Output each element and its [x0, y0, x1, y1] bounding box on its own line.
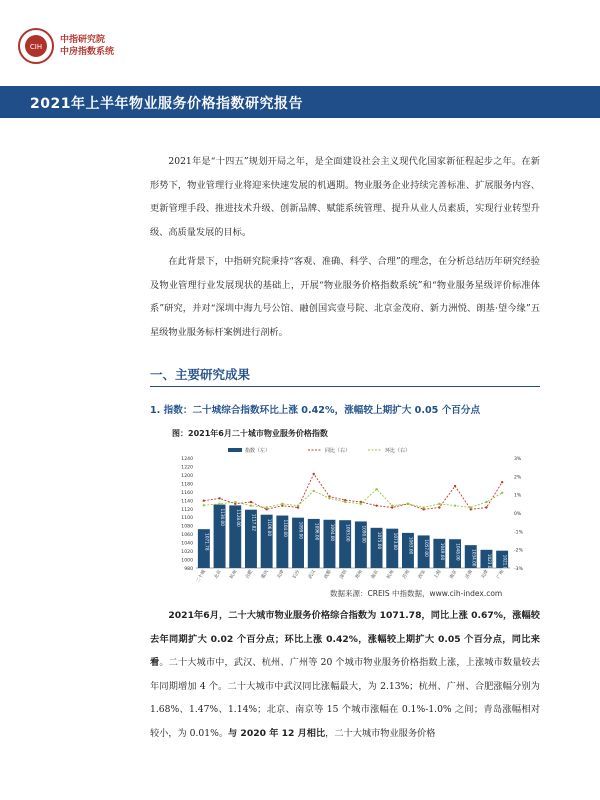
figure-title: 图：2021年6月二十城市物业服务价格指数	[172, 429, 328, 438]
mom-point	[391, 504, 393, 506]
y-left-tick-label: 1140	[181, 499, 193, 505]
mom-point	[344, 501, 346, 503]
bar-value-label: 1096.00	[314, 522, 320, 541]
body-text-1: 。二十大城市中，武汉、杭州、广州等 20 个城市物业服务价格指数上涨，上涨城市数量较去年同期增加 4 个。二十大城市中武汉同比涨幅最大，为 2.13%；杭州、广州、合肥涨幅分别为 1.68%、1.47%、1.14%；北京、南京等 15 个城市涨幅在 0.1%-1.0% 之间；青岛涨幅相对较小，为 0.01%。	[150, 657, 541, 739]
mom-point	[265, 506, 267, 508]
y-left-tick-label: 980	[184, 567, 193, 572]
bar-value-label: 1094.00	[329, 523, 335, 542]
report-title: 2021年上半年物业服务价格指数研究报告	[30, 96, 303, 112]
y-left-tick-label: 1020	[181, 550, 193, 556]
y-left-tick-label: 1080	[181, 524, 193, 530]
bar-value-label: 1106.00	[267, 518, 273, 537]
x-tick-label: 南京	[370, 569, 380, 580]
x-tick-label: 西安	[417, 569, 427, 580]
y-left-tick-label: 1000	[181, 558, 193, 564]
y-right-tick-label: -2%	[514, 548, 523, 554]
y-left-tick-label: 1240	[181, 457, 193, 462]
y-right-tick-label: 2%	[514, 475, 522, 481]
body-bold-1: 2021年6月，二十大城市物业服务价格综合指数为 1071.78，同比上涨 0.67%，涨幅较去年同期扩大 0.02 个百分点；环比上涨 0.42%，涨幅较上期扩大 0.05 个百分点，同比来看	[150, 610, 540, 668]
y-right-tick-label: 3%	[514, 457, 522, 462]
yoy-point	[454, 485, 456, 487]
x-tick-label: 二十城	[195, 569, 208, 584]
intro-paragraph-1: 2021年是“十四五”规划开局之年，是全面建设社会主义现代化国家新征程起步之年。在新形势下，物业管理行业将迎来快速发展的机遇期。物业服务企业持续完善标准、扩展服务内容、更新管理手段、推进技术升级、创新品牌、赋能系统管理、提升从业人员素质，实现行业转型升级、高质量发展的目标。	[150, 156, 540, 238]
body-bold-2: 与 2020 年 12 月相比	[228, 727, 326, 739]
yoy-point	[375, 504, 377, 506]
y-left-tick-label: 1120	[181, 507, 193, 513]
x-tick-label: 深圳	[339, 569, 349, 580]
x-tick-label: 杭州	[229, 569, 239, 580]
section-heading: 一、主要研究成果	[150, 367, 251, 382]
yoy-line	[204, 474, 502, 509]
y-left-tick-label: 1220	[181, 465, 193, 471]
bar-value-label: 1021.00	[502, 554, 508, 572]
yoy-point	[485, 506, 487, 508]
bar-value-label: 1117.82	[251, 513, 257, 532]
x-tick-label: 合肥	[245, 569, 255, 580]
bar-value-label: 1130.00	[220, 508, 226, 526]
org-name	[60, 34, 114, 58]
mom-point	[203, 504, 205, 506]
y-left-tick-label: 1100	[181, 516, 193, 522]
x-tick-label: 济南	[465, 569, 474, 580]
y-left-tick-label: 1180	[181, 482, 193, 488]
x-tick-label: 上海	[433, 569, 443, 580]
mom-point	[250, 504, 252, 506]
body-text-2: ，二十大城市物业服务价格	[325, 727, 436, 739]
y-left-tick-label: 1040	[181, 541, 193, 547]
institute-logo	[18, 28, 54, 64]
section-divider	[150, 386, 540, 387]
bar-value-label: 1048.00	[455, 543, 461, 561]
bar-value-label: 1071.78	[204, 533, 210, 551]
mom-point	[218, 503, 220, 505]
x-tick-label: 杭州	[386, 569, 396, 580]
yoy-point	[218, 497, 220, 499]
bar-value-label: 1099.00	[298, 521, 304, 539]
bar-value-label: 1075.00	[377, 531, 383, 550]
bar-value-label: 1049.00	[439, 542, 445, 561]
mom-point	[454, 504, 456, 506]
mom-point	[485, 501, 487, 503]
title-banner	[0, 86, 600, 118]
mom-line	[204, 489, 502, 507]
bar-value-label: 1063.00	[408, 536, 414, 555]
intro-paragraph-2: 在此背景下，中指研究院秉持“客观、准确、科学、合理”的理念，在分析总结历年研究经验及物业管理行业发展现状的基础上，开展“物业服务价格指数系统”和“物业服务星级评价标准体系”研究，并对“深圳中海九号公馆、融创国宾壹号院、北京金茂府、新力洲悦、朗基·望今缘”五星级物业服务标杆案例进行剖析。	[150, 256, 540, 338]
mom-point	[234, 501, 236, 503]
bar-value-label: 1057.00	[424, 539, 430, 557]
y-right-tick-label: 0%	[514, 512, 522, 517]
y-right-tick-label: -3%	[514, 567, 523, 572]
legend-label: 同比（右）	[325, 448, 351, 454]
y-right-tick-label: 1%	[514, 493, 522, 499]
yoy-point	[501, 481, 503, 483]
svg-text:CIH: CIH	[29, 43, 43, 51]
report-header	[0, 0, 600, 78]
mom-point	[313, 490, 315, 492]
mom-point	[375, 488, 377, 490]
org-name-line1: 中指研究院	[60, 35, 106, 45]
yoy-point	[250, 501, 252, 503]
mom-point	[438, 503, 440, 505]
legend-swatch	[228, 448, 242, 452]
mom-point	[281, 503, 283, 505]
price-index-chart	[168, 444, 540, 592]
mom-point	[422, 506, 424, 508]
subsection-heading: 1. 指数：二十城综合指数环比上涨 0.42%，涨幅较上期扩大 0.05 个百分点	[150, 405, 481, 416]
mom-point	[501, 492, 503, 494]
legend-label: 环比（右）	[385, 448, 411, 454]
y-left-tick-label: 1200	[181, 473, 193, 479]
x-tick-label: 广州	[496, 569, 506, 580]
x-tick-label: 天津	[480, 569, 490, 580]
mom-point	[470, 506, 472, 508]
mom-point	[297, 504, 299, 506]
y-right-tick-label: -1%	[514, 530, 523, 536]
x-tick-label: 重庆	[260, 569, 270, 580]
bar-value-label: 1128.00	[235, 509, 241, 527]
y-left-tick-label: 1060	[181, 533, 193, 539]
body-paragraph	[150, 604, 540, 745]
yoy-point	[438, 506, 440, 508]
x-tick-label: 郑州	[355, 569, 365, 580]
x-tick-label: 苏州	[402, 569, 412, 580]
bar-value-label: 1104.00	[282, 519, 288, 537]
x-tick-label: 成都	[323, 569, 333, 580]
yoy-point	[313, 473, 315, 475]
legend-label: 指数（左）	[245, 448, 271, 454]
x-tick-label: 天津	[276, 569, 286, 580]
x-tick-label: 北京	[213, 569, 223, 580]
bar-value-label: 1034.00	[471, 549, 477, 567]
x-tick-label: 南京	[449, 569, 459, 580]
yoy-point	[203, 500, 205, 502]
mom-point	[360, 503, 362, 505]
bar-value-label: 1073.00	[392, 532, 398, 550]
org-name-line2: 中房指数系统	[60, 47, 115, 57]
x-tick-label: 长沙	[292, 569, 302, 580]
bar-value-label: 1090.00	[361, 525, 367, 543]
mom-point	[407, 503, 409, 505]
data-source: 数据来源：CREIS 中指数据，www.cih-index.com	[330, 589, 503, 598]
mom-point	[328, 497, 330, 499]
x-tick-label: 武汉	[308, 569, 317, 580]
bar-value-label: 1023.00	[486, 553, 492, 572]
y-left-tick-label: 1160	[181, 490, 193, 496]
bar-value-label: 1093.00	[345, 524, 351, 542]
